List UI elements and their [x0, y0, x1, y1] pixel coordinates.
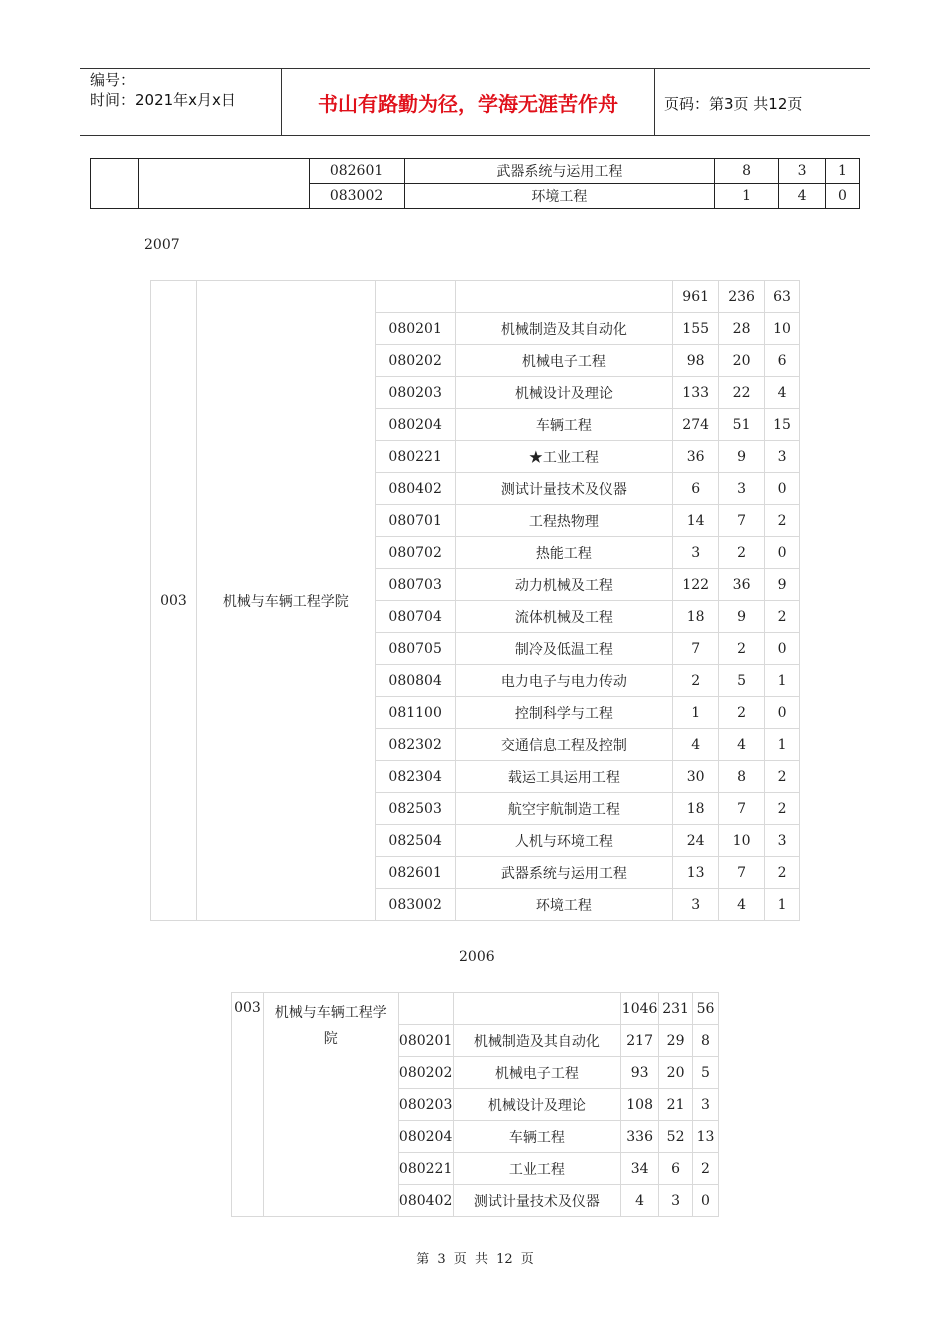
major-code: 080704 — [375, 601, 455, 633]
value-c: 3 — [765, 441, 800, 473]
header-page-info: 页码：第3页 共12页 — [664, 95, 803, 113]
value-a: 93 — [621, 1057, 659, 1089]
value-b: 28 — [719, 313, 765, 345]
value-c: 8 — [693, 1025, 719, 1057]
major-code: 081100 — [375, 697, 455, 729]
total-b: 236 — [719, 281, 765, 313]
totals-row — [232, 993, 719, 1025]
value-b: 21 — [659, 1089, 693, 1121]
value-c: 6 — [765, 345, 800, 377]
value-a: 1 — [673, 697, 719, 729]
value-c: 0 — [693, 1185, 719, 1217]
value-b: 4 — [719, 889, 765, 921]
value-b: 4 — [779, 184, 826, 209]
value-a: 13 — [673, 857, 719, 889]
value-a: 24 — [673, 825, 719, 857]
major-name: 机械制造及其自动化 — [453, 1025, 621, 1057]
major-name: 载运工具运用工程 — [455, 761, 673, 793]
value-b: 6 — [659, 1153, 693, 1185]
major-name: 机械电子工程 — [455, 345, 673, 377]
major-code: 080402 — [375, 473, 455, 505]
value-c: 1 — [825, 159, 859, 184]
major-name: 制冷及低温工程 — [455, 633, 673, 665]
value-a: 36 — [673, 441, 719, 473]
value-b: 20 — [719, 345, 765, 377]
major-name: 车辆工程 — [455, 409, 673, 441]
total-c: 63 — [765, 281, 800, 313]
value-c: 15 — [765, 409, 800, 441]
footer-suffix: 页 — [520, 1252, 534, 1267]
value-b: 9 — [719, 601, 765, 633]
value-a: 4 — [621, 1185, 659, 1217]
college-name-line: 机械与车辆工程学 — [274, 1005, 387, 1021]
header-bottom-rule — [80, 135, 870, 136]
value-b: 51 — [719, 409, 765, 441]
total-b: 231 — [659, 993, 693, 1025]
total-a: 1046 — [621, 993, 659, 1025]
major-code: 083002 — [309, 184, 404, 209]
footer-total-word: 共 — [474, 1252, 488, 1267]
major-name: 交通信息工程及控制 — [455, 729, 673, 761]
value-b: 7 — [719, 793, 765, 825]
value-a: 4 — [673, 729, 719, 761]
value-a: 274 — [673, 409, 719, 441]
value-c: 0 — [765, 473, 800, 505]
admissions-table-2007 — [150, 280, 800, 921]
value-a: 18 — [673, 793, 719, 825]
admissions-table-2006 — [231, 992, 719, 1217]
major-code: 080202 — [398, 1057, 453, 1089]
major-code: 080702 — [375, 537, 455, 569]
value-a: 30 — [673, 761, 719, 793]
major-name: 环境工程 — [404, 184, 715, 209]
totals-row — [151, 281, 800, 313]
major-name: 控制科学与工程 — [455, 697, 673, 729]
major-code: 083002 — [375, 889, 455, 921]
major-name: 航空宇航制造工程 — [455, 793, 673, 825]
value-c: 1 — [765, 889, 800, 921]
major-name: 车辆工程 — [453, 1121, 621, 1153]
value-c: 13 — [693, 1121, 719, 1153]
value-b: 29 — [659, 1025, 693, 1057]
major-code: 080705 — [375, 633, 455, 665]
footer-prefix: 第 — [416, 1252, 430, 1267]
college-code: 003 — [151, 281, 197, 921]
value-a: 98 — [673, 345, 719, 377]
value-c: 2 — [765, 793, 800, 825]
empty-cell — [138, 159, 309, 209]
major-code: 080221 — [398, 1153, 453, 1185]
major-code: 080703 — [375, 569, 455, 601]
major-code: 082504 — [375, 825, 455, 857]
major-code: 080203 — [375, 377, 455, 409]
major-name: 电力电子与电力传动 — [455, 665, 673, 697]
value-c: 9 — [765, 569, 800, 601]
value-c: 2 — [693, 1153, 719, 1185]
total-c: 56 — [693, 993, 719, 1025]
major-code: 080201 — [398, 1025, 453, 1057]
value-b: 36 — [719, 569, 765, 601]
value-b: 3 — [719, 473, 765, 505]
year-heading-2006: 2006 — [459, 949, 495, 965]
value-c: 1 — [765, 729, 800, 761]
header-top-rule — [80, 68, 870, 69]
continuation-table — [90, 158, 860, 209]
major-code: 080202 — [375, 345, 455, 377]
major-name: 动力机械及工程 — [455, 569, 673, 601]
value-c: 2 — [765, 505, 800, 537]
major-code: 080402 — [398, 1185, 453, 1217]
time-label: 时间：2021年x月x日 — [90, 91, 236, 109]
major-name: 武器系统与运用工程 — [455, 857, 673, 889]
major-code: 082503 — [375, 793, 455, 825]
value-b: 9 — [719, 441, 765, 473]
total-a: 961 — [673, 281, 719, 313]
value-a: 18 — [673, 601, 719, 633]
value-b: 3 — [779, 159, 826, 184]
year-heading-2007: 2007 — [144, 237, 180, 253]
page-footer — [0, 1248, 950, 1267]
value-a: 1 — [715, 184, 779, 209]
value-c: 2 — [765, 761, 800, 793]
major-name: 流体机械及工程 — [455, 601, 673, 633]
value-a: 155 — [673, 313, 719, 345]
major-name: 人机与环境工程 — [455, 825, 673, 857]
value-a: 8 — [715, 159, 779, 184]
major-name: 工程热物理 — [455, 505, 673, 537]
major-name: 测试计量技术及仪器 — [455, 473, 673, 505]
number-label: 编号： — [90, 71, 136, 89]
table-row — [91, 159, 860, 184]
value-b: 8 — [719, 761, 765, 793]
empty-cell — [455, 281, 673, 313]
header-motto: 书山有路勤为径，学海无涯苦作舟 — [318, 92, 618, 116]
value-a: 7 — [673, 633, 719, 665]
value-c: 5 — [693, 1057, 719, 1089]
major-code: 080204 — [375, 409, 455, 441]
major-code: 080804 — [375, 665, 455, 697]
major-code: 080701 — [375, 505, 455, 537]
college-name — [263, 993, 398, 1217]
value-c: 2 — [765, 601, 800, 633]
value-a: 336 — [621, 1121, 659, 1153]
major-name: 机械电子工程 — [453, 1057, 621, 1089]
value-a: 217 — [621, 1025, 659, 1057]
empty-cell — [398, 993, 453, 1025]
value-b: 2 — [719, 633, 765, 665]
major-code: 080203 — [398, 1089, 453, 1121]
major-code: 080221 — [375, 441, 455, 473]
footer-total-pages: 12 — [496, 1252, 513, 1267]
value-b: 7 — [719, 857, 765, 889]
value-a: 133 — [673, 377, 719, 409]
value-c: 3 — [693, 1089, 719, 1121]
major-name: 热能工程 — [455, 537, 673, 569]
major-code: 082601 — [375, 857, 455, 889]
header-divider — [654, 68, 655, 135]
value-b: 52 — [659, 1121, 693, 1153]
footer-page-word: 页 — [453, 1252, 467, 1267]
value-a: 34 — [621, 1153, 659, 1185]
major-code: 082304 — [375, 761, 455, 793]
value-c: 0 — [765, 633, 800, 665]
value-c: 1 — [765, 665, 800, 697]
value-b: 4 — [719, 729, 765, 761]
value-c: 3 — [765, 825, 800, 857]
value-a: 6 — [673, 473, 719, 505]
empty-cell — [453, 993, 621, 1025]
major-name: ★工业工程 — [455, 441, 673, 473]
value-b: 7 — [719, 505, 765, 537]
value-c: 0 — [825, 184, 859, 209]
value-a: 122 — [673, 569, 719, 601]
major-name: 工业工程 — [453, 1153, 621, 1185]
value-a: 3 — [673, 537, 719, 569]
major-name: 测试计量技术及仪器 — [453, 1185, 621, 1217]
major-name: 机械设计及理论 — [455, 377, 673, 409]
major-name: 机械设计及理论 — [453, 1089, 621, 1121]
major-name: 环境工程 — [455, 889, 673, 921]
value-b: 3 — [659, 1185, 693, 1217]
empty-cell — [91, 159, 139, 209]
value-a: 108 — [621, 1089, 659, 1121]
major-code: 080204 — [398, 1121, 453, 1153]
header-meta — [90, 70, 236, 110]
college-name: 机械与车辆工程学院 — [196, 281, 375, 921]
value-a: 3 — [673, 889, 719, 921]
footer-page-number: 3 — [437, 1252, 446, 1267]
major-code: 082601 — [309, 159, 404, 184]
empty-cell — [375, 281, 455, 313]
value-a: 14 — [673, 505, 719, 537]
major-code: 080201 — [375, 313, 455, 345]
college-code: 003 — [232, 993, 264, 1217]
value-b: 22 — [719, 377, 765, 409]
value-c: 10 — [765, 313, 800, 345]
value-b: 10 — [719, 825, 765, 857]
value-c: 0 — [765, 697, 800, 729]
value-b: 20 — [659, 1057, 693, 1089]
major-name: 机械制造及其自动化 — [455, 313, 673, 345]
value-a: 2 — [673, 665, 719, 697]
value-c: 4 — [765, 377, 800, 409]
major-code: 082302 — [375, 729, 455, 761]
major-name: 武器系统与运用工程 — [404, 159, 715, 184]
value-b: 2 — [719, 697, 765, 729]
college-name-line: 院 — [323, 1031, 338, 1047]
value-b: 5 — [719, 665, 765, 697]
value-c: 2 — [765, 857, 800, 889]
value-b: 2 — [719, 537, 765, 569]
value-c: 0 — [765, 537, 800, 569]
